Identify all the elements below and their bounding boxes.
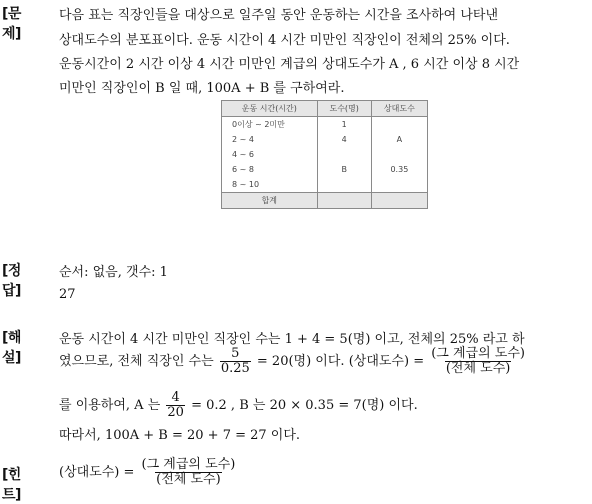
table-total-row bbox=[222, 193, 428, 209]
hint-line bbox=[59, 458, 238, 487]
solution-text: = 0.2 , B 는 20 × 0.35 = 7(명) 이다. bbox=[191, 398, 418, 413]
answer-value: 27 bbox=[59, 287, 76, 302]
fraction-denominator: (전체 도수) bbox=[445, 361, 511, 376]
fraction bbox=[220, 347, 251, 376]
table-row bbox=[222, 147, 428, 162]
problem-line: 미만인 직장인이 B 일 때, 100A + B 를 구하여라. bbox=[59, 81, 345, 96]
cell-time: 4 ~ 6 bbox=[222, 147, 318, 162]
cell-relative bbox=[371, 117, 427, 133]
solution-line: 따라서, 100A + B = 20 + 7 = 27 이다. bbox=[59, 428, 301, 443]
solution-line bbox=[59, 391, 418, 420]
table-row bbox=[222, 117, 428, 133]
cell-frequency: 1 bbox=[317, 117, 371, 133]
cell-frequency bbox=[317, 177, 371, 193]
fraction-numerator: 4 bbox=[171, 390, 180, 405]
table-row bbox=[222, 177, 428, 193]
cell-frequency: B bbox=[317, 162, 371, 177]
fraction-denominator: 20 bbox=[167, 405, 184, 420]
cell-relative bbox=[371, 177, 427, 193]
solution-text: = 20(명) 이다. (상대도수) = bbox=[256, 354, 425, 369]
table-row bbox=[222, 132, 428, 147]
fraction-denominator: (전체 도수) bbox=[156, 472, 221, 487]
total-label: 합계 bbox=[222, 193, 318, 209]
problem-tag: [문제] bbox=[2, 6, 21, 42]
header-relative: 상대도수 bbox=[371, 101, 427, 117]
solution-tag: [해설] bbox=[2, 330, 21, 366]
cell-relative: A bbox=[371, 132, 427, 147]
solution-line bbox=[59, 347, 528, 376]
fraction bbox=[166, 391, 185, 420]
answer-line: 순서: 없음, 갯수: 1 bbox=[59, 265, 168, 280]
cell-time: 8 ~ 10 bbox=[222, 177, 318, 193]
cell-time: 0이상 ~ 2미만 bbox=[222, 117, 318, 133]
cell-relative bbox=[371, 147, 427, 162]
fraction bbox=[430, 347, 526, 376]
fraction-numerator: 5 bbox=[231, 346, 240, 361]
solution-line: 운동 시간이 4 시간 미만인 직장인 수는 1 + 4 = 5(명) 이고, 전체의 25% 라고 하 bbox=[59, 332, 525, 347]
frequency-table bbox=[221, 100, 428, 209]
cell-frequency bbox=[317, 147, 371, 162]
problem-line: 다음 표는 직장인들을 대상으로 일주일 동안 운동하는 시간을 조사하여 나타낸 bbox=[59, 8, 499, 23]
header-time: 운동 시간(시간) bbox=[222, 101, 318, 117]
total-frequency bbox=[317, 193, 371, 209]
fraction bbox=[141, 458, 237, 487]
fraction-numerator: (그 계급의 도수) bbox=[431, 346, 525, 361]
solution-text: 를 이용하여, A 는 bbox=[59, 398, 161, 413]
fraction-numerator: (그 계급의 도수) bbox=[141, 457, 236, 472]
total-relative bbox=[371, 193, 427, 209]
cell-relative: 0.35 bbox=[371, 162, 427, 177]
answer-tag: [정답] bbox=[2, 263, 21, 299]
problem-line: 상대도수의 분포표이다. 운동 시간이 4 시간 미만인 직장인이 전체의 25% 이다. bbox=[59, 33, 510, 48]
solution-text: 였으므로, 전체 직장인 수는 bbox=[59, 354, 214, 369]
hint-text: (상대도수) = bbox=[59, 465, 135, 480]
hint-tag: [힌트] bbox=[2, 467, 21, 503]
header-frequency: 도수(명) bbox=[317, 101, 371, 117]
fraction-denominator: 0.25 bbox=[220, 361, 250, 376]
cell-time: 6 ~ 8 bbox=[222, 162, 318, 177]
cell-time: 2 ~ 4 bbox=[222, 132, 318, 147]
problem-line: 운동시간이 2 시간 이상 4 시간 미만인 계급의 상대도수가 A , 6 시간 이상 8 시간 bbox=[59, 57, 520, 72]
cell-frequency: 4 bbox=[317, 132, 371, 147]
table-row bbox=[222, 162, 428, 177]
table-header-row bbox=[222, 101, 428, 117]
